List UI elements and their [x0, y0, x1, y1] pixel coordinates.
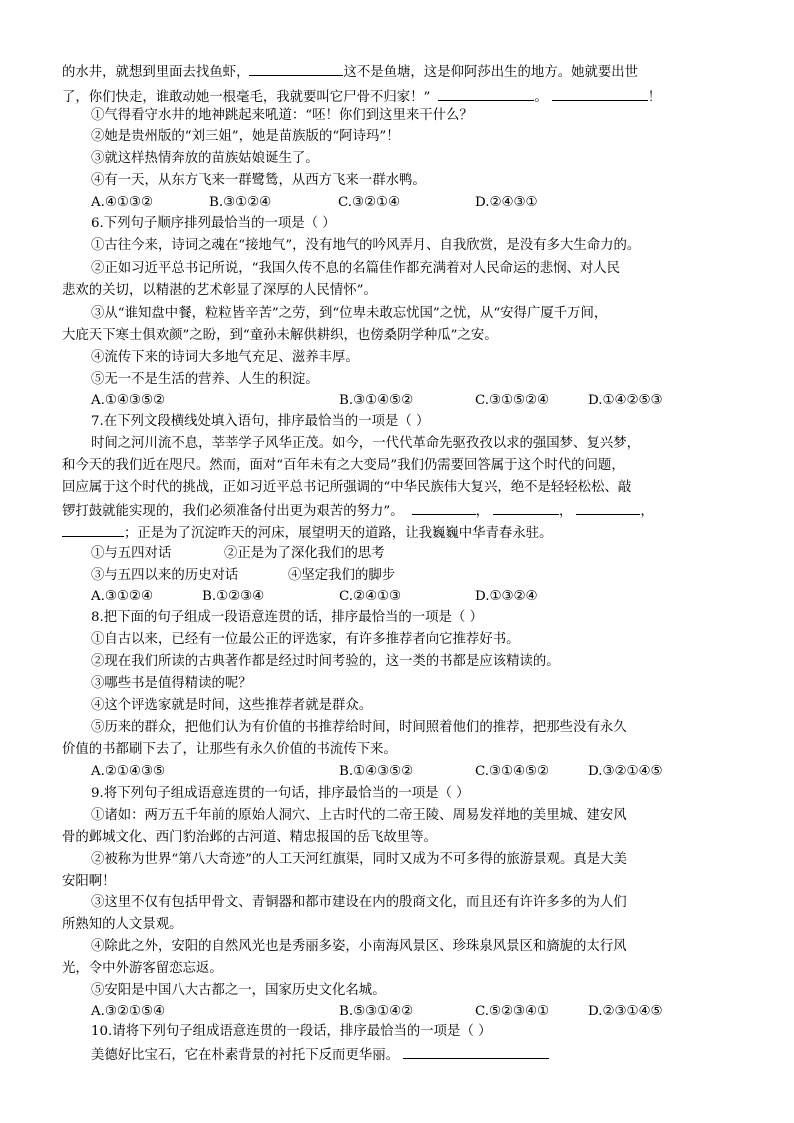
- option-line: ③与五四以来的历史对话: [91, 568, 239, 583]
- answer-choice-a[interactable]: A.③②①⑤④: [91, 1004, 165, 1019]
- answer-choice-b[interactable]: B.①④③⑤②: [339, 764, 414, 779]
- question-8-stem: 8.把下面的句子组成一段语意连贯的话，排序最恰当的一项是（ ）: [91, 610, 483, 625]
- answer-choice-d[interactable]: D.①④②⑤③: [588, 393, 663, 408]
- passage-line: ①诸如：两万五千年前的原始人洞穴、上古时代的二帝王陵、周易发祥地的美里城、建安风: [91, 808, 627, 823]
- passage-line: ③从“谁知盘中餐，粒粒皆辛苦”之劳，到“位卑未敢忘忧国”之忧，从“安得广厦千万间，: [91, 306, 608, 321]
- answer-choice-d[interactable]: D.②③①④⑤: [588, 1004, 663, 1019]
- answer-blank[interactable]: [493, 500, 559, 515]
- passage-line: ①古往今来，诗词之魂在“接地气”，没有地气的吟风弄月、自我欣赏，是没有多大生命力的。: [91, 238, 641, 253]
- answer-choice-c[interactable]: C.③②①④: [338, 195, 401, 210]
- option-line: ②正是为了深化我们的思考: [224, 546, 385, 561]
- answer-blank[interactable]: [403, 1044, 549, 1059]
- passage-line: ②被称为世界“第八大奇迹”的人工天河红旗渠，同时又成为不可多得的旅游景观。真是大美: [91, 852, 627, 867]
- passage-line: 了，你们快走，谁敢动她一根毫毛，我就要叫它尸骨不归家！” 。 ！: [62, 86, 661, 108]
- option-line: ①与五四对话: [91, 546, 172, 561]
- answer-choice-a[interactable]: A.②①④③⑤: [91, 764, 165, 779]
- passage-line: 时间之河川流不息，莘莘学子风华正茂。如今，一代代革命先驱孜孜以求的强国梦、复兴梦，: [91, 436, 641, 451]
- passage-line: ②现在我们所读的古典著作都是经过时间考验的，这一类的书都是应该精读的。: [91, 654, 560, 669]
- question-10-stem: 10.请将下列句子组成语意连贯的一段话，排序最恰当的一项是（ ）: [91, 1024, 492, 1039]
- passage-line: 价值的书都刷下去了，让那些有永久价值的书流传下来。: [62, 742, 397, 757]
- answer-choice-d[interactable]: D.②④③①: [475, 195, 538, 210]
- passage-line: 锣打鼓就能实现的，我们必须准备付出更为艰苦的努力”。 ， ， ，: [62, 500, 654, 522]
- option-line: ②她是贵州版的“刘三姐”，她是苗族版的“阿诗玛”！: [91, 129, 400, 144]
- passage-line: 和今天的我们近在咫尺。然而，面对“百年未有之大变局”我们仍需要回答属于这个时代的问题，: [62, 458, 625, 473]
- answer-choice-b[interactable]: B.③①②④: [209, 195, 272, 210]
- passage-line: ③哪些书是值得精读的呢？: [91, 676, 252, 691]
- option-line: ③就这样热情奔放的苗族姑娘诞生了。: [91, 151, 319, 166]
- passage-line: ①自古以来，已经有一位最公正的评选家，有许多推荐者向它推荐好书。: [91, 632, 520, 647]
- passage-line: 所熟知的人文景观。: [62, 917, 183, 932]
- answer-choice-a[interactable]: A.④①③②: [91, 195, 153, 210]
- question-6-stem: 6.下列句子顺序排列最恰当的一项是（ ）: [91, 216, 336, 231]
- passage-line: ⑤无一不是生活的营养、人生的积淀。: [91, 372, 319, 387]
- passage-line: 的水井，就想到里面去找鱼虾， 这不是鱼塘，这是仰阿莎出生的地方。她就要出世: [62, 61, 638, 83]
- passage-line: ④流传下来的诗词大多地气充足、滋养丰厚。: [91, 350, 359, 365]
- passage-line: ②正如习近平总书记所说，“我国久传不息的名篇佳作都充满着对人民命运的悲悯、对人民: [91, 261, 621, 276]
- option-line: ①气得看守水井的地神跳起来吼道：“呸！你们到这里来干什么？: [91, 108, 473, 123]
- option-line: ④有一天，从东方飞来一群鹭鸶，从西方飞来一群水鸭。: [91, 173, 426, 188]
- passage-line: 悲欢的关切，以精湛的艺术彰显了深厚的人民情怀”。: [62, 283, 377, 298]
- answer-blank[interactable]: [576, 500, 640, 515]
- answer-choice-a[interactable]: A.③①②④: [91, 589, 153, 604]
- passage-line: ④这个评选家就是时间，这些推荐者就是群众。: [91, 698, 373, 713]
- passage-line: 安阳啊！: [62, 874, 116, 889]
- passage-line: ③这里不仅有包括甲骨文、青铜器和都市建设在内的殷商文化，而且还有许许多多的为人们: [91, 895, 627, 910]
- passage-line: ④除此之外，安阳的自然风光也是秀丽多姿，小南海风景区、珍珠泉风景区和旖旎的太行风: [91, 939, 627, 954]
- question-9-stem: 9.将下列句子组成语意连贯的一句话，排序最恰当的一项是（ ）: [91, 786, 470, 801]
- answer-choice-d[interactable]: D.①③②④: [475, 589, 538, 604]
- answer-blank[interactable]: [62, 522, 124, 537]
- answer-choice-d[interactable]: D.③②①④⑤: [588, 764, 663, 779]
- passage-line: ；正是为了沉淀昨天的河床，展望明天的道路，让我巍巍中华青春永驻。: [62, 522, 553, 544]
- passage-line: 回应属于这个时代的挑战，正如习近平总书记所强调的“中华民族伟大复兴，绝不是轻轻松松、敲: [62, 480, 632, 495]
- passage-line: 光，令中外游客留恋忘返。: [62, 961, 223, 976]
- answer-blank[interactable]: [552, 86, 648, 101]
- answer-blank[interactable]: [412, 500, 476, 515]
- passage-line: 骨的邺城文化、西门豹治邺的古河道、精忠报国的岳飞故里等。: [62, 830, 437, 845]
- passage-line: ⑤安阳是中国八大古都之一，国家历史文化名城。: [91, 983, 386, 998]
- passage-line: 美德好比宝石，它在朴素背景的衬托下反而更华丽。: [91, 1044, 549, 1066]
- answer-choice-a[interactable]: A.①④③⑤②: [91, 393, 165, 408]
- answer-choice-b[interactable]: B.⑤③①④②: [339, 1004, 414, 1019]
- answer-choice-c[interactable]: C.③①④⑤②: [475, 764, 550, 779]
- passage-line: 大庇天下寒士俱欢颜”之盼，到“童孙未解供耕织，也傍桑阴学种瓜”之安。: [62, 328, 498, 343]
- question-7-stem: 7.在下列文段横线处填入语句，排序最恰当的一项是（ ）: [91, 414, 430, 429]
- answer-choice-b[interactable]: B.①②③④: [202, 589, 265, 604]
- answer-choice-c[interactable]: C.②④①③: [339, 589, 402, 604]
- passage-line: ⑤历来的群众，把他们认为有价值的书推荐给时间，时间照着他们的推荐，把那些没有永久: [91, 720, 627, 735]
- answer-choice-c[interactable]: C.⑤②③④①: [475, 1004, 550, 1019]
- answer-choice-c[interactable]: C.③①⑤②④: [475, 393, 550, 408]
- answer-choice-b[interactable]: B.③①④⑤②: [339, 393, 414, 408]
- answer-blank[interactable]: [438, 86, 534, 101]
- answer-blank[interactable]: [249, 61, 343, 76]
- option-line: ④坚定我们的脚步: [288, 568, 396, 583]
